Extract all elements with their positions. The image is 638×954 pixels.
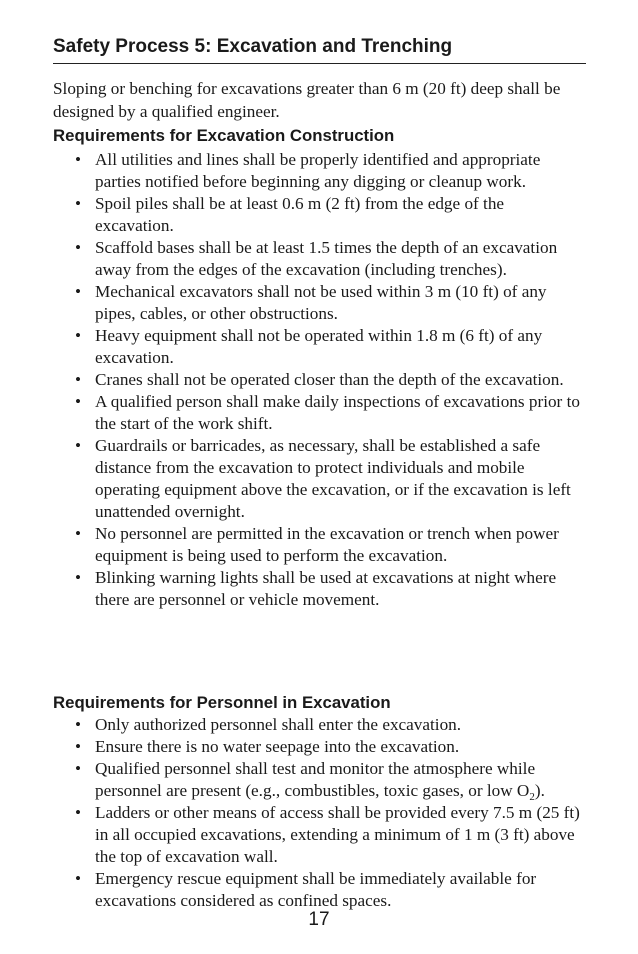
list-item-text: No personnel are permitted in the excavation or trench when power equipment is being used to perform the excavation. — [95, 524, 559, 565]
list-item — [53, 736, 586, 758]
bullet: • — [75, 150, 82, 169]
bullet: • — [75, 869, 82, 888]
list-item-text: Only authorized personnel shall enter the excavation. — [95, 715, 462, 734]
list-item — [53, 868, 586, 912]
list-item — [53, 758, 586, 802]
list-item-text: Cranes shall not be operated closer than the depth of the excavation. — [95, 370, 564, 389]
bullet: • — [75, 370, 82, 389]
list-item-text: Mechanical excavators shall not be used within 3 m (10 ft) of any pipes, cables, or other obstructions. — [95, 282, 547, 323]
list-item — [53, 281, 586, 325]
list-item — [53, 325, 586, 369]
construction-requirements-list — [53, 149, 586, 611]
list-item — [53, 802, 586, 868]
list-item-text: Ensure there is no water seepage into the excavation. — [95, 737, 460, 756]
bullet: • — [75, 238, 82, 257]
list-item-text: Heavy equipment shall not be operated within 1.8 m (6 ft) of any excavation. — [95, 326, 543, 367]
bullet: • — [75, 326, 82, 345]
list-item-text: Ladders or other means of access shall be provided every 7.5 m (25 ft) in all occupied excavations, extending a minimum of 1 m (3 ft) above the top of excavation wall. — [95, 803, 580, 866]
list-item-text: All utilities and lines shall be properly identified and appropriate parties notified before beginning any digging or cleanup work. — [95, 150, 541, 191]
bullet: • — [75, 524, 82, 543]
list-item — [53, 237, 586, 281]
section-heading-personnel: Requirements for Personnel in Excavation — [53, 693, 391, 712]
page-number: 17 — [308, 909, 330, 930]
title-divider — [53, 63, 586, 64]
list-item — [53, 523, 586, 567]
bullet: • — [75, 759, 82, 778]
bullet: • — [75, 436, 82, 455]
bullet: • — [75, 737, 82, 756]
list-item — [53, 149, 586, 193]
personnel-requirements-list — [53, 714, 586, 912]
section-heading-construction: Requirements for Excavation Construction — [53, 126, 395, 145]
list-item-text: Spoil piles shall be at least 0.6 m (2 ft) from the edge of the excavation. — [95, 194, 505, 235]
list-item-text: Guardrails or barricades, as necessary, shall be established a safe distance from the excavation to protect individuals and mobile operating equipment above the excavation, or if the excavation is left unattended overnight. — [95, 436, 571, 521]
page-title: Safety Process 5: Excavation and Trenching — [53, 36, 453, 57]
bullet: • — [75, 392, 82, 411]
list-item — [53, 714, 586, 736]
list-item — [53, 435, 586, 523]
bullet: • — [75, 282, 82, 301]
list-item-text: Qualified personnel shall test and monitor the atmosphere while personnel are present (e.g., combustibles, toxic gases, or low O — [95, 759, 536, 800]
list-item — [53, 369, 586, 391]
list-item-text: Emergency rescue equipment shall be immediately available for excavations considered as confined spaces. — [95, 869, 537, 910]
bullet: • — [75, 568, 82, 587]
bullet: • — [75, 194, 82, 213]
list-item-text-end: ). — [534, 781, 545, 800]
bullet: • — [75, 715, 82, 734]
list-item-text: Blinking warning lights shall be used at excavations at night where there are personnel or vehicle movement. — [95, 568, 557, 609]
list-item-text: Scaffold bases shall be at least 1.5 times the depth of an excavation away from the edges of the excavation (including trenches). — [95, 238, 558, 279]
subscript: 2 — [529, 791, 535, 803]
list-item — [53, 193, 586, 237]
intro-paragraph: Sloping or benching for excavations greater than 6 m (20 ft) deep shall be designed by a qualified engineer. — [53, 79, 561, 121]
list-item-text: A qualified person shall make daily inspections of excavations prior to the start of the work shift. — [95, 392, 580, 433]
list-item — [53, 567, 586, 611]
bullet: • — [75, 803, 82, 822]
list-item — [53, 391, 586, 435]
